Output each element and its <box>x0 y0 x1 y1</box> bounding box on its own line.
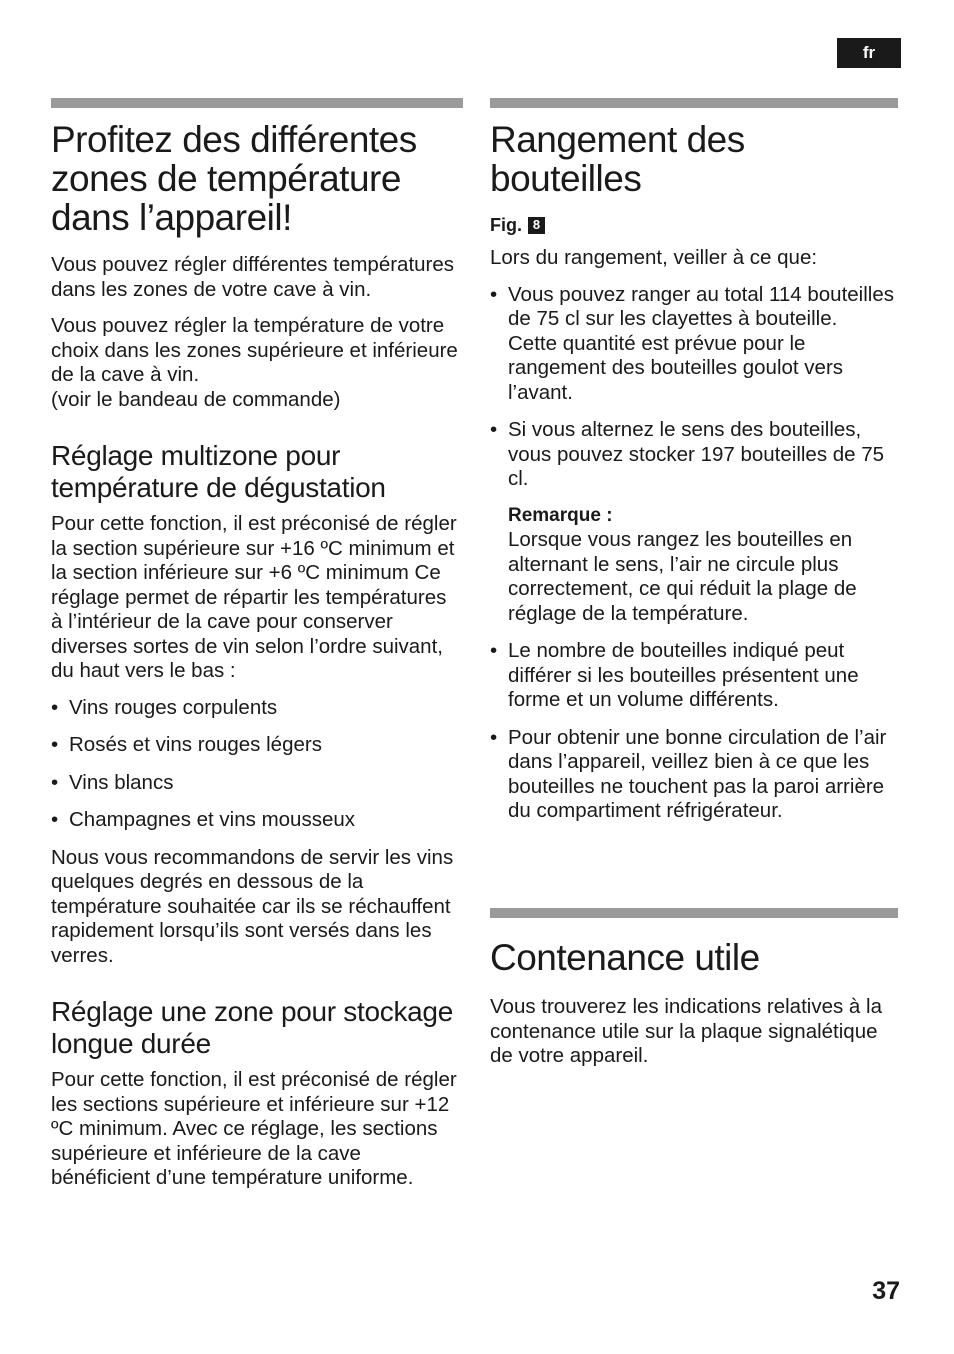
bullet: • <box>490 725 498 749</box>
bullet: • <box>490 639 498 662</box>
multizone-body: Pour cette fonction, il est préconisé de régler la section supérieure sur +16 ºC minimum et la section inférieure sur +6 ºC minimum Ce réglage permet de répartir les températures à l’intérieur de la cave pour conserver diverses sortes de vin selon l’ordre suivant, du haut vers le bas : <box>51 512 457 682</box>
bullet: • <box>51 808 59 831</box>
list-item-text: Vins rouges corpulents <box>69 695 278 719</box>
list-item <box>51 696 463 721</box>
bullet: • <box>51 770 59 794</box>
storage-lead: Lors du rangement, veiller à ce que: <box>490 246 818 269</box>
multizone-closing: Nous vous recommandons de servir les vins quelques degrés en dessous de la température souhaitée car ils se réchauffent rapidement lorsqu’ils sont versés dans les verres. <box>51 845 454 967</box>
wine-order-list <box>51 696 463 833</box>
bullet: • <box>490 418 498 441</box>
figure-number-badge: 8 <box>528 217 545 234</box>
heading-multizone: Réglage multizone pour température de dégustation <box>51 440 386 503</box>
left-column <box>51 98 463 1203</box>
section-rule <box>490 908 898 918</box>
section-title-capacity: Contenance utile <box>490 937 760 978</box>
list-item <box>51 771 463 796</box>
list-item <box>51 808 463 833</box>
list-item-text: Si vous alternez le sens des bouteilles, vous pouvez stocker 197 bouteilles de 75 cl. <box>508 418 885 490</box>
single-zone-body: Pour cette fonction, il est préconisé de régler les sections supérieure et inférieure sur +12 ºC minimum. Avec ce réglage, les sections supérieure et inférieure de la cave bénéficient d’une température uniforme. <box>51 1068 457 1189</box>
heading-single-zone: Réglage une zone pour stockage longue durée <box>51 996 453 1059</box>
page-number: 37 <box>872 1277 900 1305</box>
section-rule <box>51 98 463 108</box>
list-item-extra: Cette quantité est prévue pour le rangement des bouteilles goulot vers l’avant. <box>508 331 844 404</box>
list-item <box>490 726 898 824</box>
list-item-text: Le nombre de bouteilles indiqué peut différer si les bouteilles présentent une forme et un volume différents. <box>508 639 859 711</box>
bullet: • <box>51 733 59 756</box>
section-rule <box>490 98 898 108</box>
list-item-text: Rosés et vins rouges légers <box>69 733 322 756</box>
list-item <box>51 733 463 758</box>
bullet: • <box>490 282 498 306</box>
right-column <box>490 98 898 837</box>
list-item <box>490 639 898 713</box>
list-item-text: Champagnes et vins mousseux <box>69 808 356 831</box>
section-title-bottle-storage: Rangement des bouteilles <box>490 119 745 199</box>
list-item <box>490 418 898 626</box>
intro-paragraph-2-note: (voir le bandeau de commande) <box>51 387 341 411</box>
bullet: • <box>51 695 59 719</box>
list-item-text: Vous pouvez ranger au total 114 bouteilles de 75 cl sur les clayettes à bouteille. <box>508 282 894 330</box>
list-item <box>490 283 898 406</box>
list-item-text: Pour obtenir une bonne circulation de l’air dans l’appareil, veillez bien à ce que les bouteilles ne touchent pas la paroi arrière du compartiment réfrigérateur. <box>508 725 887 822</box>
intro-paragraph-2 <box>51 314 463 412</box>
language-badge: fr <box>837 38 901 68</box>
note-label: Remarque : <box>508 504 613 526</box>
contenance-section <box>490 908 898 1081</box>
intro-paragraph-2-text: Vous pouvez régler la température de votre choix dans les zones supérieure et inférieure de la cave à vin. <box>51 314 458 386</box>
intro-paragraph-1: Vous pouvez régler différentes températures dans les zones de votre cave à vin. <box>51 253 455 301</box>
section-title-temperature-zones: Profitez des différentes zones de température dans l’appareil! <box>51 119 417 238</box>
capacity-body: Vous trouverez les indications relatives à la contenance utile sur la plaque signalétique de votre appareil. <box>490 995 882 1067</box>
figure-reference <box>490 214 898 236</box>
list-item-text: Vins blancs <box>69 770 174 794</box>
storage-list <box>490 283 898 824</box>
figure-label: Fig. <box>490 215 522 235</box>
note-text: Lorsque vous rangez les bouteilles en alternant le sens, l’air ne circule plus correctement, ce qui réduit la plage de réglage de la température. <box>508 528 857 625</box>
